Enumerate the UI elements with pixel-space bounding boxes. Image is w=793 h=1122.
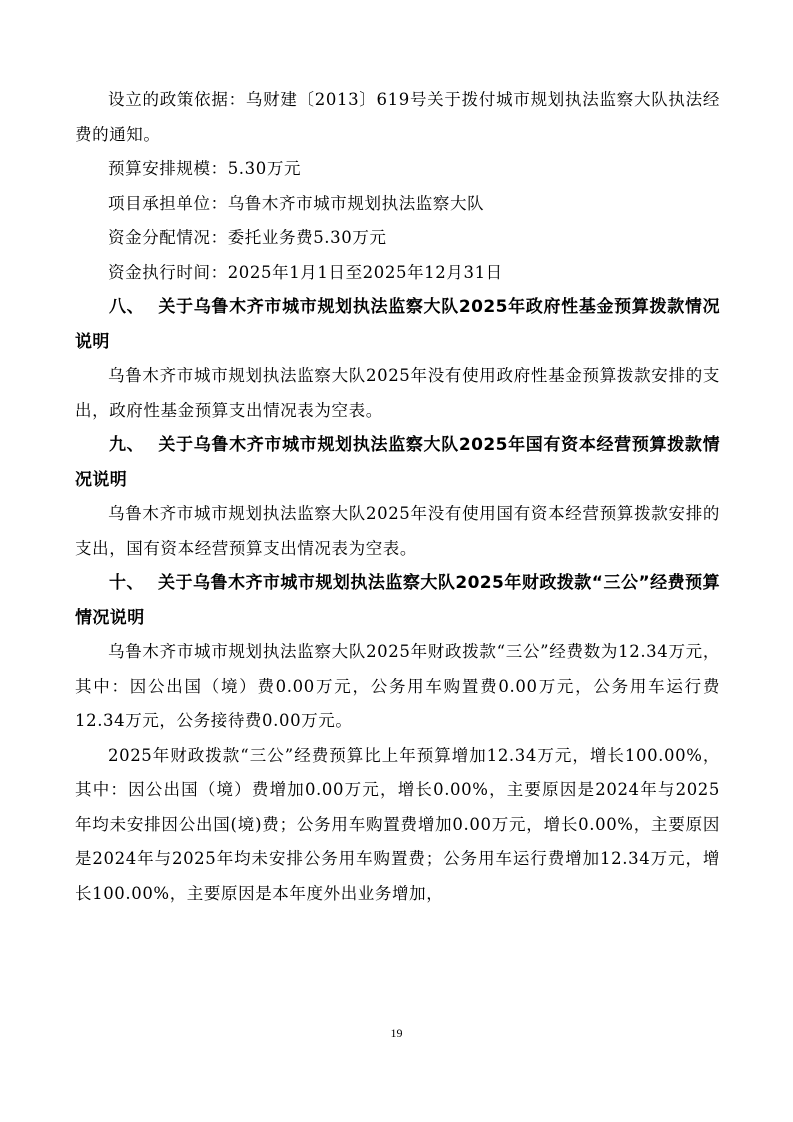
section-8-heading — [75, 290, 720, 359]
section-10-body-2: 2025年财政拨款“三公”经费预算比上年预算增加12.34万元，增长100.00%，其中：因公出国（境）费增加0.00万元，增长0.00%，主要原因是2024年与2025年均未安排因公出国(境)费；公务用车购置费增加0.00万元，增长0.00%，主要原因是2024年与2025年均未安排公务用车购置费；公务用车运行费增加12.34万元，增长100.00%，主要原因是本年度外出业务增加， — [75, 745, 720, 903]
section-9-body: 乌鲁木齐市城市规划执法监察大队2025年没有使用国有资本经营预算拨款安排的支出，国有资本经营预算支出情况表为空表。 — [75, 504, 720, 558]
document-body — [75, 83, 720, 911]
section-10-body-1: 乌鲁木齐市城市规划执法监察大队2025年财政拨款“三公”经费数为12.34万元，其中：因公出国（境）费0.00万元，公务用车购置费0.00万元，公务用车运行费12.34万元，公务接待费0.00万元。 — [75, 642, 720, 730]
section-10-title: 关于乌鲁木齐市城市规划执法监察大队2025年财政拨款“三公”经费预算情况说明 — [75, 573, 720, 628]
section-9-heading — [75, 428, 720, 497]
page-number: 19 — [390, 1026, 403, 1040]
fund-allocation-paragraph: 资金分配情况：委托业务费5.30万元 — [108, 228, 387, 247]
policy-basis-paragraph: 设立的政策依据：乌财建〔2013〕619号关于拨付城市规划执法监察大队执法经费的通知。 — [75, 90, 720, 144]
section-9-title: 关于乌鲁木齐市城市规划执法监察大队2025年国有资本经营预算拨款情况说明 — [75, 435, 720, 490]
section-8-body: 乌鲁木齐市城市规划执法监察大队2025年没有使用政府性基金预算拨款安排的支出，政府性基金预算支出情况表为空表。 — [75, 366, 720, 420]
section-10-heading — [75, 566, 720, 635]
section-10-number: 十、 — [109, 573, 144, 593]
section-9-number: 九、 — [109, 435, 145, 455]
section-8-title: 关于乌鲁木齐市城市规划执法监察大队2025年政府性基金预算拨款情况说明 — [75, 297, 720, 352]
project-unit-paragraph: 项目承担单位：乌鲁木齐市城市规划执法监察大队 — [108, 193, 485, 213]
section-8-number: 八、 — [109, 297, 145, 317]
fund-execution-time-paragraph: 资金执行时间：2025年1月1日至2025年12月31日 — [108, 262, 503, 282]
budget-scale-paragraph: 预算安排规模：5.30万元 — [108, 159, 302, 178]
